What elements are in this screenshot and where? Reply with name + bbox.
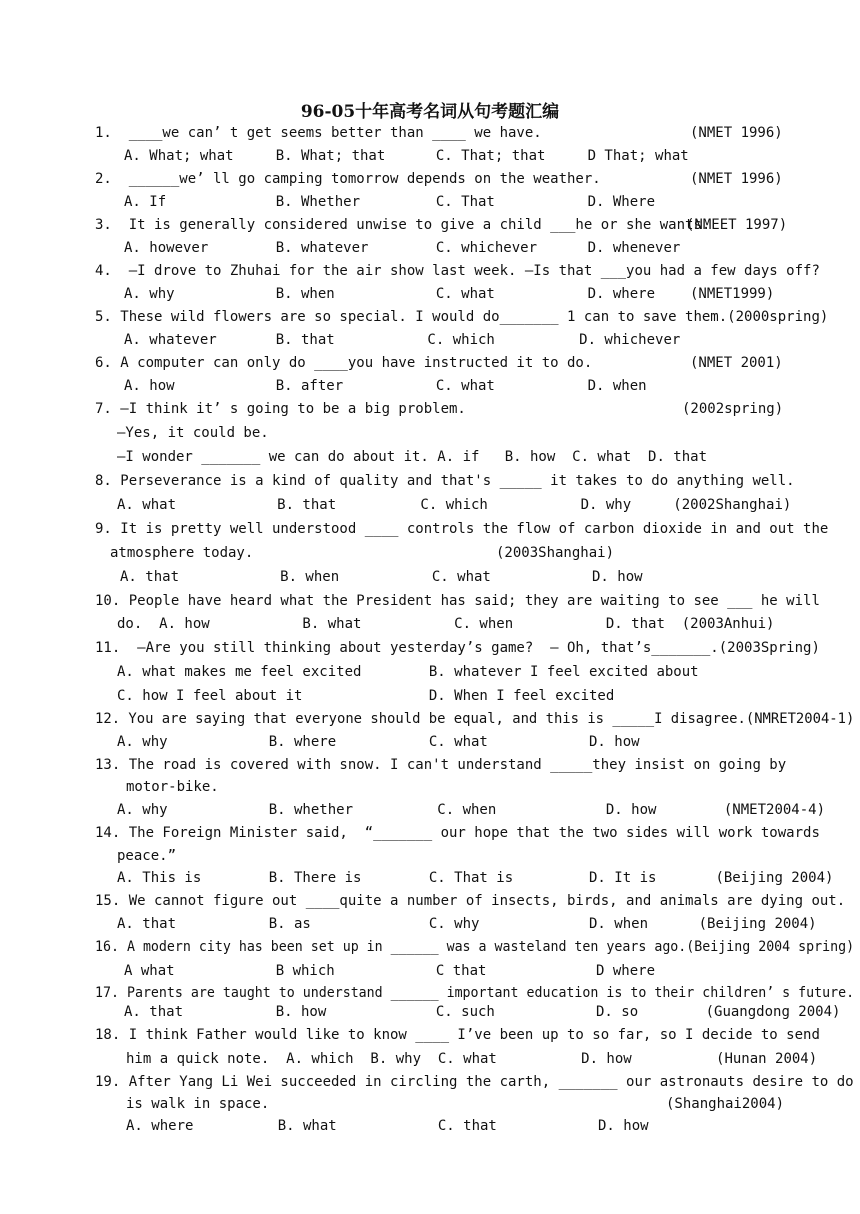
text-line: 19. After Yang Li Wei succeeded in circling the carth, _______ our astronauts desire to do — [95, 1074, 854, 1090]
text-line: 15. We cannot figure out ____quite a number of insects, birds, and animals are dying out. — [95, 893, 846, 909]
text-line: —I wonder _______ we can do about it. A. if B. how C. what D. that — [117, 449, 708, 465]
text-line: C. how I feel about it D. When I feel excited — [117, 688, 615, 704]
text-line: A what B which C that D where — [124, 963, 656, 979]
text-line: 6. A computer can only do ____you have instructed it to do. — [95, 355, 593, 371]
text-line: A. If B. Whether C. That D. Where — [124, 194, 656, 210]
text-line: A. that B. as C. why D. when (Beijing 2004) — [117, 916, 817, 932]
text-line: A. where B. what C. that D. how — [126, 1118, 649, 1134]
text-line: A. however B. whatever C. whichever D. whenever — [124, 240, 681, 256]
text-line: A. why B. when C. what D. where — [124, 286, 656, 302]
text-line: 5. These wild flowers are so special. I would do_______ 1 can to save them.(2000spring) — [95, 309, 829, 325]
text-line: (2003Shanghai) — [496, 545, 615, 561]
text-line: 11. —Are you still thinking about yesterday’s game? — Oh, that’s_______.(2003Spring) — [95, 640, 820, 656]
text-line: atmosphere today. — [110, 545, 254, 561]
text-line: (NMET1999) — [690, 286, 775, 302]
text-line: 13. The road is covered with snow. I can't understand _____they insist on going by — [95, 757, 787, 773]
text-line: 7. —I think it’ s going to be a big problem. — [95, 401, 466, 417]
text-line: A. why B. whether C. when D. how (NMET2004-4) — [117, 802, 826, 818]
text-line: A. what B. that C. which D. why (2002Shanghai) — [117, 497, 792, 513]
text-line: 17. Parents are taught to understand ______ important education is to their children’ s future. — [95, 985, 855, 1001]
text-line: (NMET 2001) — [690, 355, 783, 371]
text-line: A. what makes me feel excited B. whatever I feel excited about — [117, 664, 699, 680]
text-line: (NMET 1996) — [690, 125, 783, 141]
text-line: A. that B. how C. such D. so (Guangdong 2004) — [124, 1004, 841, 1020]
text-line: 14. The Foreign Minister said, “_______ our hope that the two sides will work towards — [95, 825, 820, 841]
text-line: (NMEET 1997) — [686, 217, 788, 233]
page-title: 96-05十年高考名词从句考题汇编 — [300, 102, 560, 122]
text-line: 2. ______we’ ll go camping tomorrow depends on the weather. — [95, 171, 601, 187]
text-line: —Yes, it could be. — [117, 425, 269, 441]
text-line: A. This is B. There is C. That is D. It is (Beijing 2004) — [117, 870, 834, 886]
text-line: 18. I think Father would like to know ____ I’ve been up to so far, so I decide to send — [95, 1027, 820, 1043]
text-line: is walk in space. — [126, 1096, 270, 1112]
text-line: 12. You are saying that everyone should be equal, and this is _____I disagree.(NMRET2004-1) — [95, 711, 855, 727]
text-line: 3. It is generally considered unwise to give a child ___he or she wants. — [95, 217, 711, 233]
text-line: A. how B. after C. what D. when — [124, 378, 647, 394]
text-line: 4. —I drove to Zhuhai for the air show last week. —Is that ___you had a few days off? — [95, 263, 820, 279]
text-line: 1. ____we can’ t get seems better than ____ we have. — [95, 125, 542, 141]
text-line: (2002spring) — [682, 401, 784, 417]
text-line: him a quick note. A. which B. why C. what D. how (Hunan 2004) — [126, 1051, 818, 1067]
text-line: (NMET 1996) — [690, 171, 783, 187]
text-line: 8. Perseverance is a kind of quality and that's _____ it takes to do anything well. — [95, 473, 795, 489]
text-line: A. whatever B. that C. which D. whichever — [124, 332, 681, 348]
text-line: A. that B. when C. what D. how — [120, 569, 643, 585]
text-line: (Shanghai2004) — [666, 1096, 785, 1112]
text-line: 10. People have heard what the President has said; they are waiting to see ___ he will — [95, 593, 820, 609]
text-line: 9. It is pretty well understood ____ controls the flow of carbon dioxide in and out the — [95, 521, 829, 537]
text-line: A. why B. where C. what D. how — [117, 734, 640, 750]
text-line: 16. A modern city has been set up in ______ was a wasteland ten years ago.(Beijing 2004 spring) — [95, 939, 855, 955]
text-line: peace.” — [117, 848, 177, 864]
text-line: do. A. how B. what C. when D. that (2003Anhui) — [117, 616, 775, 632]
text-line: A. What; what B. What; that C. That; that D That; what — [124, 148, 689, 164]
text-line: motor-bike. — [126, 779, 219, 795]
